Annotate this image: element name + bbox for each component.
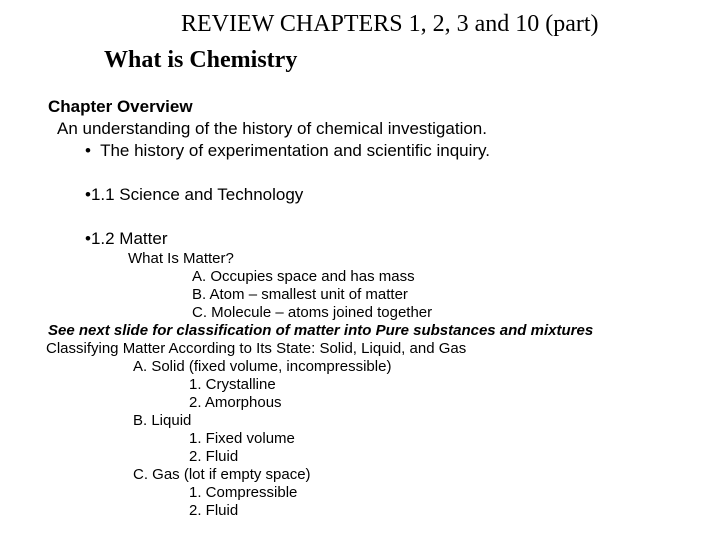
body-blank-line [0,162,720,184]
slide-body [0,96,720,520]
body-line: 1. Crystalline [189,376,276,393]
body-line: An understanding of the history of chemical investigation. [57,119,487,138]
body-line: B. Atom – smallest unit of matter [192,286,408,303]
body-line: B. Liquid [133,412,192,429]
slide-title: REVIEW CHAPTERS 1, 2, 3 and 10 (part) [181,11,599,37]
body-line: See next slide for classification of matter into Pure substances and mixtures [48,322,594,339]
body-line: C. Molecule – atoms joined together [192,304,433,321]
body-blank-line [0,206,720,228]
body-line: • The history of experimentation and scientific inquiry. [85,141,491,160]
body-line: 2. Fluid [189,502,239,519]
body-line: Chapter Overview [48,97,193,116]
body-line: A. Occupies space and has mass [192,268,415,285]
body-line: C. Gas (lot if empty space) [133,466,311,483]
body-line: 2. Amorphous [189,394,282,411]
body-line: What Is Matter? [128,250,234,267]
body-line: A. Solid (fixed volume, incompressible) [133,358,392,375]
body-line: 1. Fixed volume [189,430,295,447]
body-line: •1.1 Science and Technology [85,185,304,204]
body-line: Classifying Matter According to Its State: Solid, Liquid, and Gas [46,340,467,357]
slide-subtitle: What is Chemistry [104,47,298,73]
body-line: •1.2 Matter [85,229,168,248]
body-line: 2. Fluid [189,448,239,465]
body-line: 1. Compressible [189,484,298,501]
